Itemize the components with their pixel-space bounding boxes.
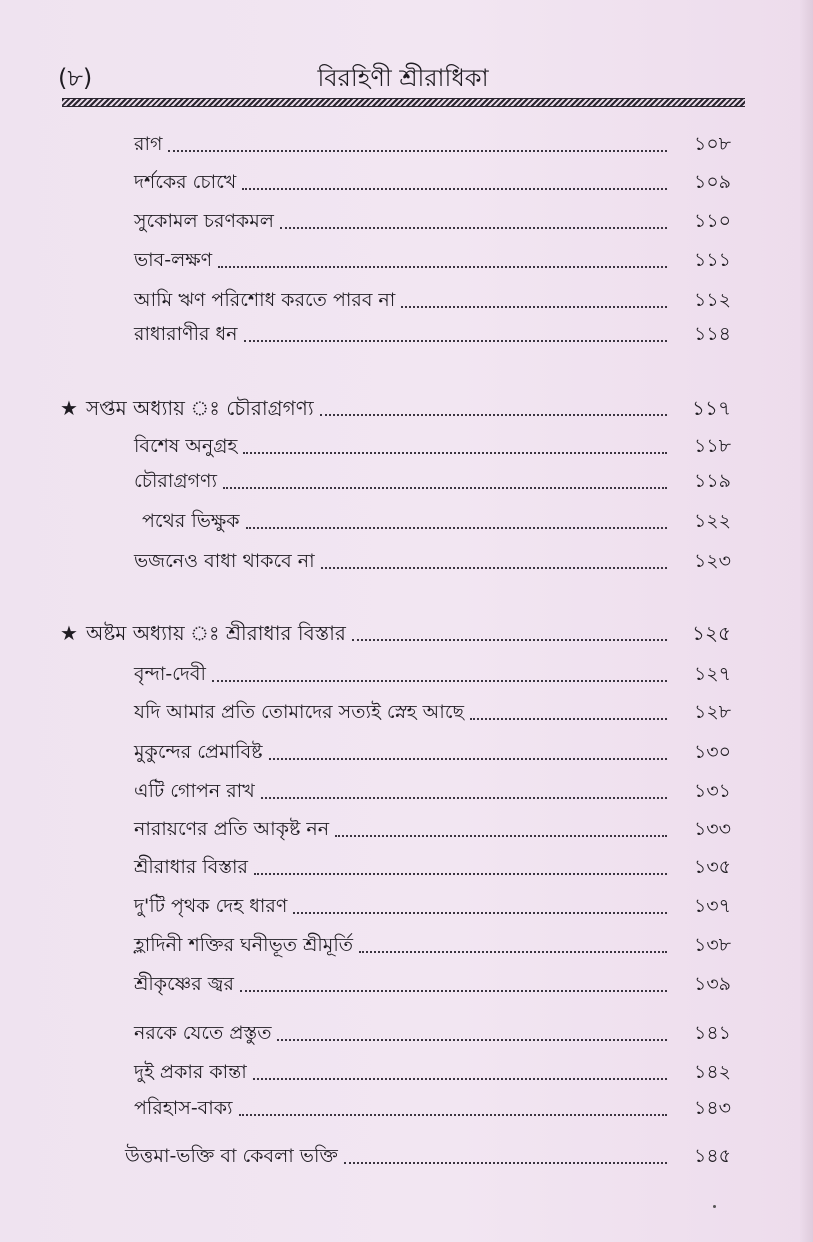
toc-entry-title: শ্রীরাধার বিস্তার: [134, 856, 249, 878]
dot-leader: [246, 517, 667, 529]
toc-entry: [134, 771, 731, 805]
toc-entry: [134, 654, 731, 688]
dot-leader: [239, 1104, 667, 1116]
dot-leader: [470, 708, 667, 720]
toc-entry: [134, 886, 731, 920]
stray-mark: [713, 1205, 716, 1208]
toc-entry-title: মুকুন্দের প্রেমাবিষ্ট: [134, 741, 263, 763]
toc-chapter-title: অষ্টম অধ্যায় ঃ শ্রীরাধার বিস্তার: [85, 621, 346, 645]
toc-entry: [134, 461, 731, 495]
toc-entry: [134, 1088, 731, 1122]
toc-entry-title: চৌরাগ্রগণ্য: [134, 470, 218, 492]
dot-leader: [168, 140, 667, 152]
dot-leader: [240, 980, 667, 992]
toc-entry-page: ১৩৮: [693, 934, 731, 956]
toc-entry: [134, 426, 731, 460]
toc-entry: [134, 240, 731, 274]
page-number: (৮): [58, 64, 93, 92]
toc-entry: [134, 124, 731, 158]
toc-entry-title: ভাব-লক্ষণ: [134, 249, 213, 271]
toc-entry-title: দু'টি পৃথক দেহ ধারণ: [134, 895, 288, 917]
toc-entry-title: যদি আমার প্রতি তোমাদের সত্যই স্নেহ আছে: [134, 701, 464, 723]
star-icon: ★: [60, 621, 78, 645]
dot-leader: [223, 477, 667, 489]
toc-entry-title: উত্তমা-ভক্তি বা কেবলা ভক্তি: [125, 1145, 338, 1167]
toc-entry: [134, 1013, 731, 1047]
toc-entry-page: ১২৮: [693, 701, 731, 723]
dot-leader: [244, 330, 668, 342]
toc-entry: [134, 280, 731, 314]
toc-entry-title: পথের ভিক্ষুক: [142, 510, 240, 532]
toc-entry-title: এটি গোপন রাখ: [134, 780, 255, 802]
dot-leader: [335, 825, 667, 837]
toc-entry-page: ১৪৫: [694, 1145, 731, 1167]
toc-entry-page: ১৩৩: [693, 818, 731, 840]
toc-entry-title: নরকে যেতে প্রস্তুত: [134, 1022, 272, 1044]
toc-entry-title: আমি ঋণ পরিশোধ করতে পারব না: [134, 289, 396, 311]
toc-entry-page: ১১১: [694, 249, 731, 271]
toc-entry-page: ১৩৭: [693, 895, 731, 917]
toc-entry: [134, 314, 731, 348]
book-title: বিরহিণী শ্রীরাধিকা: [317, 64, 489, 92]
dot-leader: [321, 557, 667, 569]
dot-leader: [293, 902, 667, 914]
toc-chapter-title: সপ্তম অধ্যায় ঃ চৌরাগ্রগণ্য: [85, 396, 314, 420]
toc-entry: [134, 201, 731, 235]
dot-leader: [218, 256, 667, 268]
toc-entry-page: ১১০: [693, 210, 731, 232]
toc-entry-title: সুকোমল চরণকমল: [134, 210, 274, 232]
toc-entry-page: ১১৮: [694, 435, 731, 457]
toc-entry: [125, 1136, 731, 1170]
toc-entry: [142, 501, 731, 535]
toc-entry-title: শ্রীকৃষ্ণের জ্বর: [134, 973, 234, 995]
dot-leader: [269, 748, 667, 760]
dot-leader: [261, 787, 667, 799]
toc-entry-title: নারায়ণের প্রতি আকৃষ্ট নন: [134, 818, 330, 840]
dot-leader: [212, 670, 667, 682]
dot-leader: [359, 941, 667, 953]
dot-leader: [253, 1068, 667, 1080]
toc-entry-title: রাধারাণীর ধন: [134, 323, 238, 345]
toc-entry-page: ১৪৩: [693, 1097, 731, 1119]
toc-chapter-entry: [60, 613, 731, 647]
dot-leader: [254, 863, 667, 875]
toc-entry-page: ১২৫: [692, 621, 731, 645]
toc-entry-title: দুই প্রকার কান্তা: [134, 1061, 247, 1083]
toc-entry: [134, 692, 731, 726]
toc-entry-page: ১৩৫: [693, 856, 731, 878]
toc-entry: [134, 1052, 731, 1086]
toc-entry: [134, 732, 731, 766]
toc-entry: [134, 925, 731, 959]
toc-entry-page: ১২২: [693, 510, 731, 532]
dot-leader: [352, 629, 667, 641]
dot-leader: [320, 404, 667, 416]
toc-entry-page: ১১৪: [694, 323, 731, 345]
toc-entry: [134, 162, 731, 196]
dot-leader: [243, 442, 667, 454]
toc-entry-title: ভজনেও বাধা থাকবে না: [134, 550, 315, 572]
toc-entry-page: ১২৩: [693, 550, 731, 572]
toc-chapter-title-wrap: [60, 394, 314, 422]
toc-entry-title: বিশেষ অনুগ্রহ: [134, 435, 238, 457]
dot-leader: [242, 178, 667, 190]
toc-entry-page: ১১৯: [694, 470, 731, 492]
toc-entry-page: ১১৭: [692, 396, 731, 420]
toc-chapter-title-wrap: [60, 619, 346, 647]
toc-entry-page: ১৪১: [694, 1022, 731, 1044]
toc-entry-title: রাগ: [134, 133, 163, 155]
toc-entry-page: ১৪২: [693, 1061, 731, 1083]
toc-entry-page: ১১২: [693, 289, 731, 311]
star-icon: ★: [60, 396, 78, 420]
toc-chapter-entry: [60, 388, 731, 422]
toc-entry: [134, 964, 731, 998]
toc-entry-title: পরিহাস-বাক্য: [134, 1097, 233, 1119]
toc-entry-page: ১৩৯: [693, 973, 731, 995]
toc-entry-page: ১০৮: [693, 133, 731, 155]
toc-entry-page: ১০৯: [693, 171, 731, 193]
toc-entry: [134, 847, 731, 881]
toc-entry-page: ১৩১: [693, 780, 731, 802]
toc-entry-title: দর্শকের চোখে: [134, 171, 237, 193]
dot-leader: [280, 217, 667, 229]
toc-entry-page: ১৩০: [693, 741, 731, 763]
toc-entry-title: বৃন্দা-দেবী: [134, 663, 206, 685]
toc-entry-page: ১২৭: [693, 663, 731, 685]
dot-leader: [401, 296, 667, 308]
toc-entry: [134, 541, 731, 575]
toc-entry: [134, 809, 731, 843]
toc-entry-title: হ্লাদিনী শক্তির ঘনীভূত শ্রীমূর্তি: [134, 934, 354, 956]
dot-leader: [344, 1152, 667, 1164]
dot-leader: [277, 1029, 667, 1041]
